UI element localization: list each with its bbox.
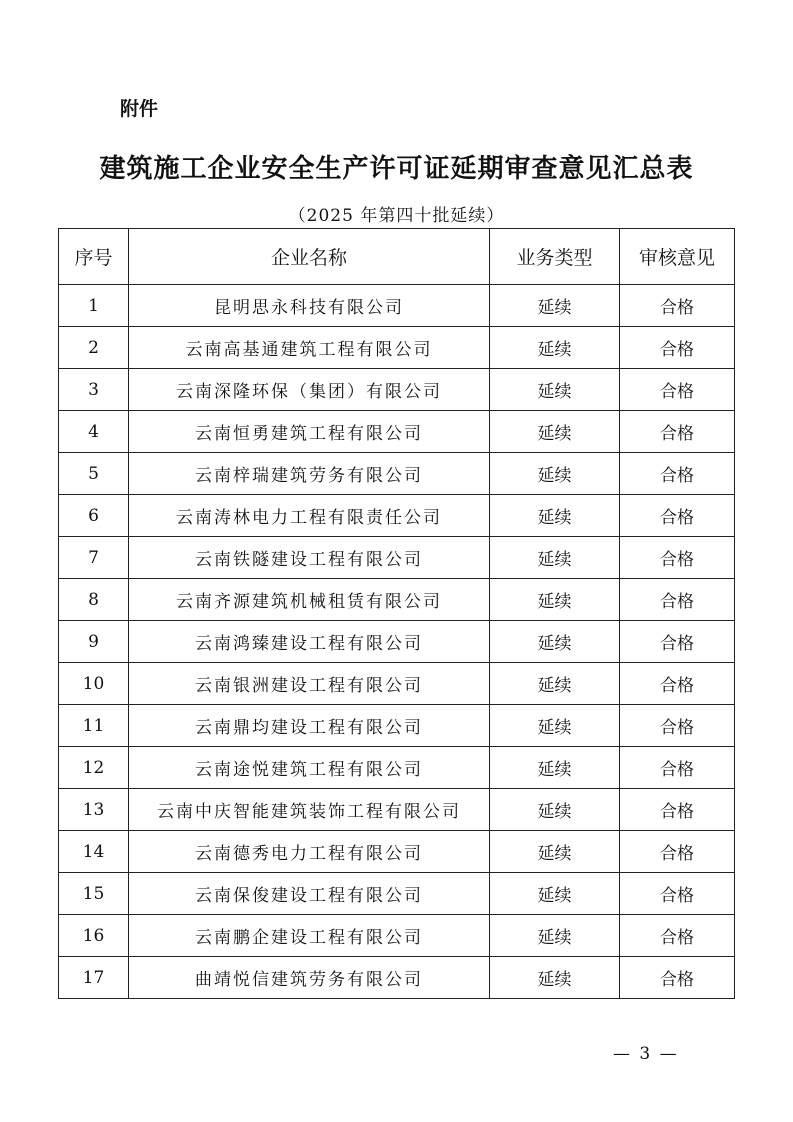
cell-company: 云南深隆环保（集团）有限公司 bbox=[129, 369, 490, 411]
cell-opinion: 合格 bbox=[620, 495, 735, 537]
cell-company: 云南鸿臻建设工程有限公司 bbox=[129, 621, 490, 663]
document-title: 建筑施工企业安全生产许可证延期审查意见汇总表 bbox=[99, 154, 694, 184]
cell-company: 云南恒勇建筑工程有限公司 bbox=[129, 411, 490, 453]
cell-company: 云南铁隧建设工程有限公司 bbox=[129, 537, 490, 579]
cell-opinion: 合格 bbox=[620, 411, 735, 453]
table-header-row bbox=[59, 229, 735, 285]
header-business-type: 业务类型 bbox=[490, 229, 620, 285]
cell-seq: 9 bbox=[59, 621, 129, 663]
cell-business-type: 延续 bbox=[490, 411, 620, 453]
attachment-label: 附件 bbox=[120, 98, 159, 120]
cell-business-type: 延续 bbox=[490, 537, 620, 579]
cell-seq: 11 bbox=[59, 705, 129, 747]
table-row bbox=[59, 369, 735, 411]
cell-opinion: 合格 bbox=[620, 369, 735, 411]
cell-opinion: 合格 bbox=[620, 663, 735, 705]
cell-seq: 5 bbox=[59, 453, 129, 495]
header-company: 企业名称 bbox=[129, 229, 490, 285]
cell-seq: 12 bbox=[59, 747, 129, 789]
table-row bbox=[59, 663, 735, 705]
cell-seq: 8 bbox=[59, 579, 129, 621]
cell-seq: 1 bbox=[59, 285, 129, 327]
cell-company: 云南保俊建设工程有限公司 bbox=[129, 873, 490, 915]
cell-opinion: 合格 bbox=[620, 537, 735, 579]
table-row bbox=[59, 327, 735, 369]
cell-company: 云南齐源建筑机械租赁有限公司 bbox=[129, 579, 490, 621]
cell-opinion: 合格 bbox=[620, 621, 735, 663]
cell-opinion: 合格 bbox=[620, 831, 735, 873]
cell-company: 云南鼎均建设工程有限公司 bbox=[129, 705, 490, 747]
table-row bbox=[59, 789, 735, 831]
cell-business-type: 延续 bbox=[490, 663, 620, 705]
cell-opinion: 合格 bbox=[620, 747, 735, 789]
cell-seq: 7 bbox=[59, 537, 129, 579]
cell-seq: 10 bbox=[59, 663, 129, 705]
cell-seq: 3 bbox=[59, 369, 129, 411]
cell-seq: 15 bbox=[59, 873, 129, 915]
cell-business-type: 延续 bbox=[490, 747, 620, 789]
cell-seq: 14 bbox=[59, 831, 129, 873]
table-row bbox=[59, 831, 735, 873]
cell-company: 云南高基通建筑工程有限公司 bbox=[129, 327, 490, 369]
cell-business-type: 延续 bbox=[490, 453, 620, 495]
cell-opinion: 合格 bbox=[620, 327, 735, 369]
cell-company: 云南银洲建设工程有限公司 bbox=[129, 663, 490, 705]
cell-business-type: 延续 bbox=[490, 789, 620, 831]
cell-company: 云南鹏企建设工程有限公司 bbox=[129, 915, 490, 957]
cell-business-type: 延续 bbox=[490, 369, 620, 411]
cell-business-type: 延续 bbox=[490, 495, 620, 537]
cell-company: 云南德秀电力工程有限公司 bbox=[129, 831, 490, 873]
cell-company: 云南涛林电力工程有限责任公司 bbox=[129, 495, 490, 537]
cell-opinion: 合格 bbox=[620, 915, 735, 957]
header-seq: 序号 bbox=[59, 229, 129, 285]
cell-business-type: 延续 bbox=[490, 327, 620, 369]
table-row bbox=[59, 285, 735, 327]
cell-opinion: 合格 bbox=[620, 705, 735, 747]
cell-business-type: 延续 bbox=[490, 831, 620, 873]
table-row bbox=[59, 747, 735, 789]
cell-opinion: 合格 bbox=[620, 957, 735, 999]
cell-business-type: 延续 bbox=[490, 957, 620, 999]
cell-seq: 13 bbox=[59, 789, 129, 831]
cell-seq: 4 bbox=[59, 411, 129, 453]
cell-opinion: 合格 bbox=[620, 285, 735, 327]
table-body bbox=[59, 285, 735, 999]
cell-business-type: 延续 bbox=[490, 579, 620, 621]
cell-company: 云南途悦建筑工程有限公司 bbox=[129, 747, 490, 789]
cell-seq: 6 bbox=[59, 495, 129, 537]
cell-business-type: 延续 bbox=[490, 705, 620, 747]
table-row bbox=[59, 495, 735, 537]
cell-business-type: 延续 bbox=[490, 915, 620, 957]
cell-company: 昆明思永科技有限公司 bbox=[129, 285, 490, 327]
cell-business-type: 延续 bbox=[490, 621, 620, 663]
cell-opinion: 合格 bbox=[620, 453, 735, 495]
document-subtitle: （2025 年第四十批延续） bbox=[288, 206, 505, 226]
review-summary-table bbox=[58, 228, 735, 999]
header-opinion: 审核意见 bbox=[620, 229, 735, 285]
cell-company: 曲靖悦信建筑劳务有限公司 bbox=[129, 957, 490, 999]
cell-seq: 2 bbox=[59, 327, 129, 369]
cell-seq: 17 bbox=[59, 957, 129, 999]
cell-company: 云南中庆智能建筑装饰工程有限公司 bbox=[129, 789, 490, 831]
table-row bbox=[59, 873, 735, 915]
table-row bbox=[59, 537, 735, 579]
table-row bbox=[59, 915, 735, 957]
cell-seq: 16 bbox=[59, 915, 129, 957]
cell-opinion: 合格 bbox=[620, 789, 735, 831]
cell-opinion: 合格 bbox=[620, 873, 735, 915]
cell-business-type: 延续 bbox=[490, 285, 620, 327]
table-row bbox=[59, 957, 735, 999]
page-number: — 3 — bbox=[613, 1044, 679, 1064]
cell-business-type: 延续 bbox=[490, 873, 620, 915]
cell-company: 云南梓瑞建筑劳务有限公司 bbox=[129, 453, 490, 495]
table-row bbox=[59, 705, 735, 747]
table-row bbox=[59, 579, 735, 621]
table-row bbox=[59, 453, 735, 495]
table-row bbox=[59, 621, 735, 663]
cell-opinion: 合格 bbox=[620, 579, 735, 621]
table-row bbox=[59, 411, 735, 453]
